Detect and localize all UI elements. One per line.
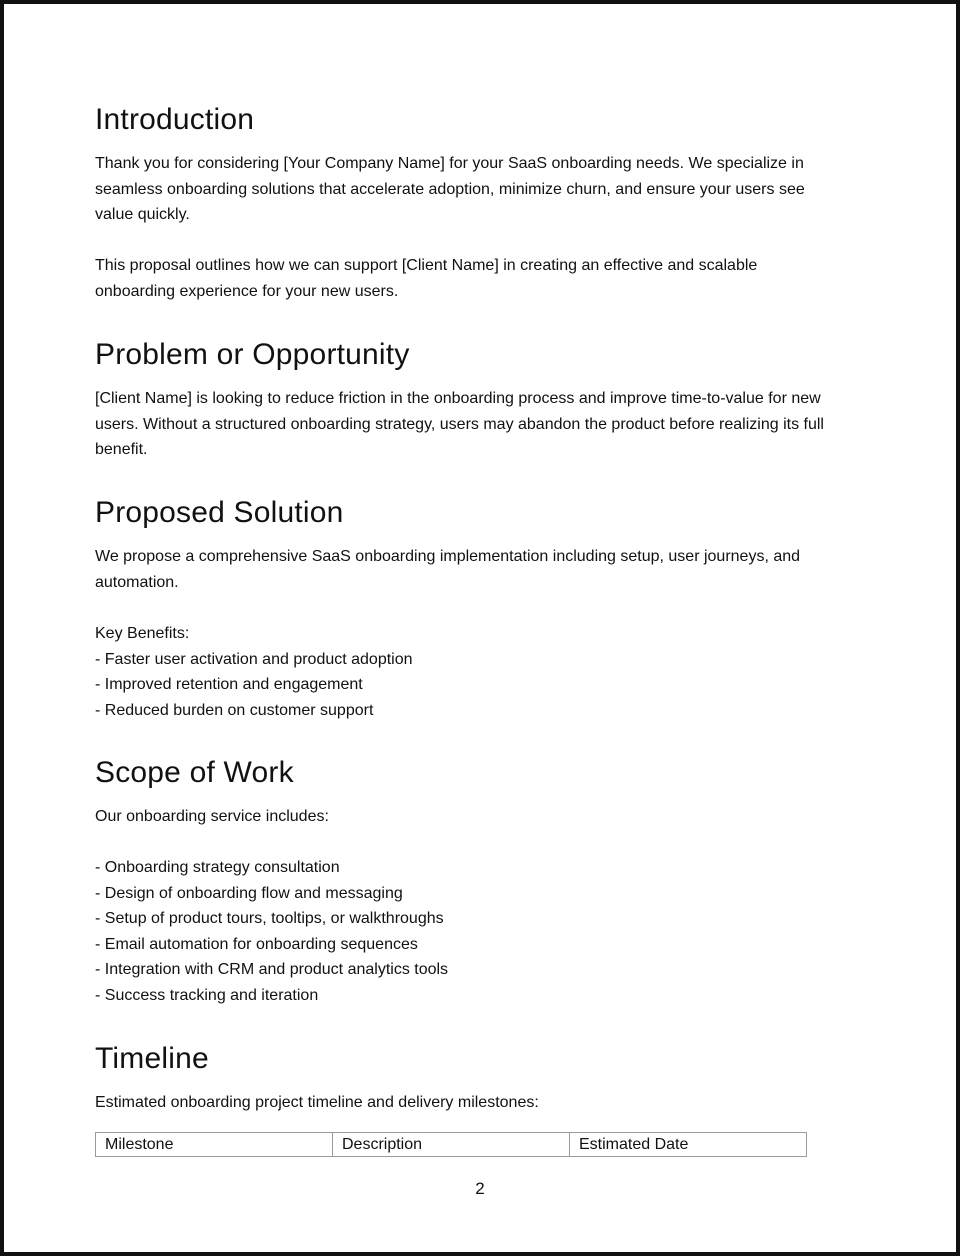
text-line: onboarding experience for your new users. xyxy=(95,282,399,300)
text-line: This proposal outlines how we can support [Client Name] in creating an effective and scalable xyxy=(95,257,758,274)
text-line: value quickly. xyxy=(95,206,190,223)
scope-intro xyxy=(95,804,875,830)
list-item: - Integration with CRM and product analytics tools xyxy=(95,961,449,978)
text-line: seamless onboarding solutions that accelerate adoption, minimize churn, and ensure your users see xyxy=(95,180,805,198)
timeline-heading: Timeline xyxy=(95,1042,209,1075)
list-item: - Success tracking and iteration xyxy=(95,986,319,1004)
list-item: - Reduced burden on customer support xyxy=(95,701,374,719)
introduction-paragraph-2 xyxy=(95,253,875,304)
timeline-intro xyxy=(95,1090,875,1116)
scope-list xyxy=(95,855,875,1008)
table-header-row xyxy=(96,1133,807,1157)
text-line: We propose a comprehensive SaaS onboarding implementation including setup, user journeys, and xyxy=(95,548,801,565)
introduction-heading: Introduction xyxy=(95,103,255,136)
milestone-table xyxy=(95,1132,807,1157)
list-item: - Design of onboarding flow and messaging xyxy=(95,884,403,902)
milestone-column-header: Milestone xyxy=(96,1133,333,1157)
key-benefits-label: Key Benefits: xyxy=(95,625,190,642)
solution-heading: Proposed Solution xyxy=(95,496,344,529)
problem-heading: Problem or Opportunity xyxy=(95,338,410,371)
problem-paragraph xyxy=(95,386,875,463)
scope-heading: Scope of Work xyxy=(95,756,294,789)
text-line: [Client Name] is looking to reduce friction in the onboarding process and improve time-to-value for new xyxy=(95,390,821,407)
list-item: - Improved retention and engagement xyxy=(95,676,363,693)
list-item: - Setup of product tours, tooltips, or walkthroughs xyxy=(95,910,444,927)
list-item: - Onboarding strategy consultation xyxy=(95,859,340,876)
text-line: Estimated onboarding project timeline and delivery milestones: xyxy=(95,1094,539,1111)
list-item: - Faster user activation and product adoption xyxy=(95,650,413,668)
text-line: users. Without a structured onboarding strategy, users may abandon the product before realizing its full xyxy=(95,415,824,433)
key-benefits-list xyxy=(95,621,875,723)
solution-paragraph xyxy=(95,544,875,595)
text-line: Our onboarding service includes: xyxy=(95,808,329,825)
text-line: automation. xyxy=(95,573,179,591)
introduction-paragraph-1 xyxy=(95,151,875,228)
list-item: - Email automation for onboarding sequences xyxy=(95,935,418,953)
page-number: 2 xyxy=(475,1179,485,1198)
text-line: Thank you for considering [Your Company Name] for your SaaS onboarding needs. We specialize in xyxy=(95,155,804,172)
description-column-header: Description xyxy=(333,1133,570,1157)
text-line: benefit. xyxy=(95,441,148,458)
estimated-date-column-header: Estimated Date xyxy=(570,1133,807,1157)
